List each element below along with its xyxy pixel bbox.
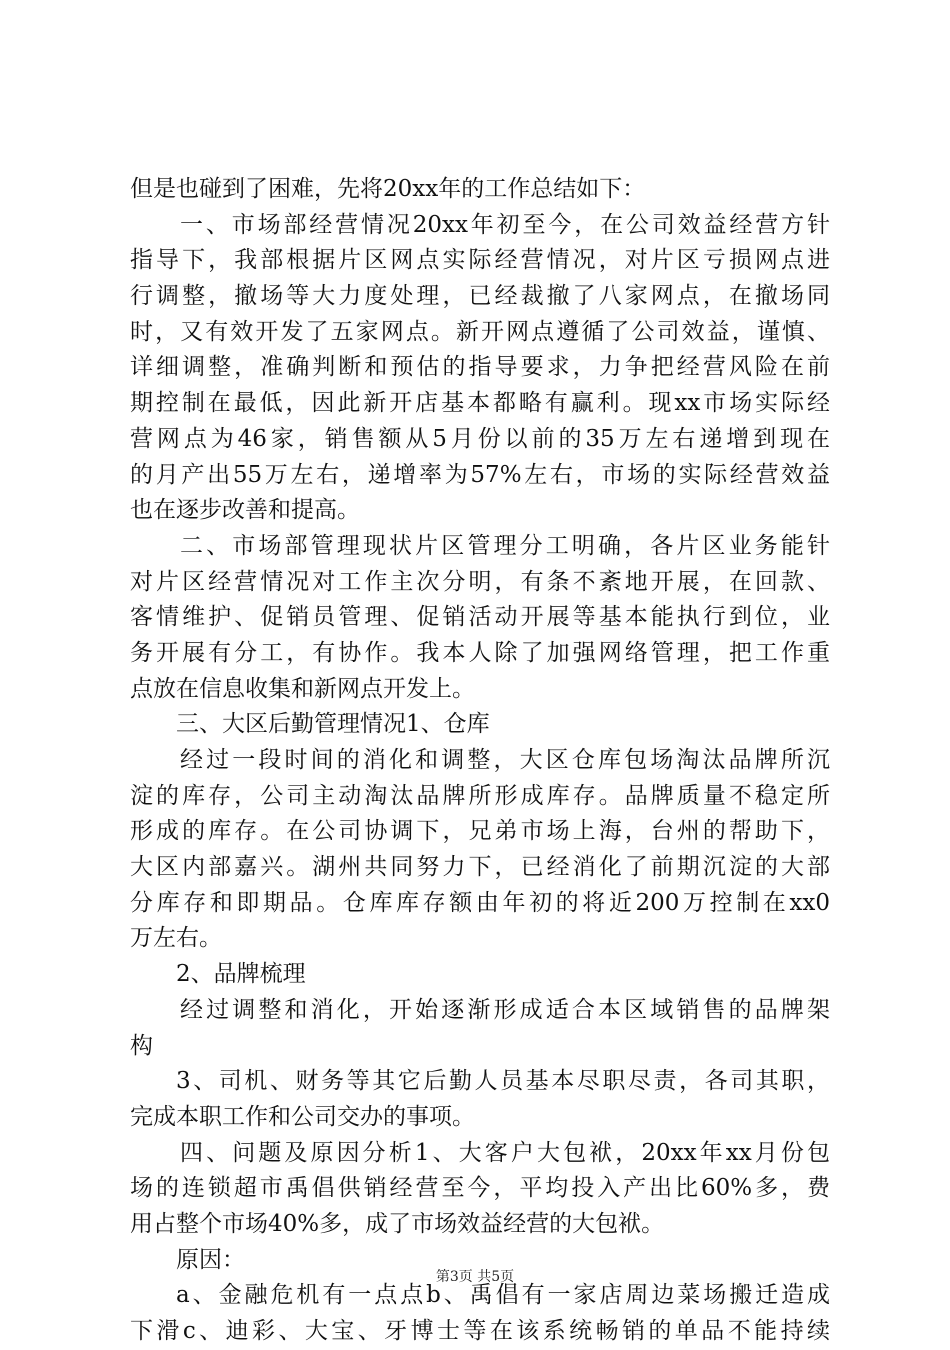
text-line: 3、司机、财务等其它后勤人员基本尽职尽责，各司其职， [176, 1068, 830, 1095]
text-line: 详细调整，准确判断和预估的指导要求，力争把经营风险在前 [130, 354, 830, 381]
text-line: 行调整，撤场等大力度处理，已经裁撤了八家网点，在撤场同 [130, 283, 830, 310]
text-line: 对片区经营情况对工作主次分明，有条不紊地开展，在回款、 [130, 568, 830, 595]
text-line: 三、大区后勤管理情况1、仓库 [176, 711, 490, 738]
text-line: 2、品牌梳理 [176, 961, 306, 988]
text-line: 形成的库存。在公司协调下，兄弟市场上海，台州的帮助下， [130, 818, 830, 845]
text-line: 但是也碰到了困难，先将20xx年的工作总结如下： [130, 176, 646, 202]
text-line: 也在逐步改善和提高。 [130, 497, 360, 524]
text-line: 下滑c、迪彩、大宝、牙博士等在该系统畅销的单品不能持续 [130, 1318, 830, 1344]
text-line: 时，又有效开发了五家网点。新开网点遵循了公司效益，谨慎、 [130, 318, 830, 345]
text-line: 四、问题及原因分析1、大客户大包袱，20xx年xx月份包 [180, 1139, 830, 1166]
body-text [130, 172, 830, 1350]
text-line: 万左右。 [130, 925, 222, 952]
text-line: 务开展有分工，有协作。我本人除了加强网络管理，把工作重 [130, 639, 830, 666]
text-line: 完成本职工作和公司交办的事项。 [130, 1103, 475, 1130]
text-line: 构 [130, 1032, 153, 1059]
text-line: 经过一段时间的消化和调整，大区仓库包场淘汰品牌所沉 [180, 747, 830, 773]
text-line: 指导下，我部根据片区网点实际经营情况，对片区亏损网点进 [130, 247, 830, 274]
text-line: 二、市场部管理现状片区管理分工明确，各片区业务能针 [180, 532, 830, 559]
text-line: 分库存和即期品。仓库库存额由年初的将近200万控制在xx0 [130, 889, 830, 916]
text-line: 场的连锁超市禹倡供销经营至今，平均投入产出比60%多，费 [130, 1175, 830, 1202]
text-line: a、金融危机有一点点b、禹倡有一家店周边菜场搬迁造成 [176, 1282, 830, 1309]
text-line: 期控制在最低，因此新开店基本都略有赢利。现xx市场实际经 [130, 390, 830, 417]
text-line: 的月产出55万左右，递增率为57%左右，市场的实际经营效益 [130, 461, 830, 488]
text-line: 一、市场部经营情况20xx年初至今，在公司效益经营方针 [180, 211, 830, 238]
text-line: 营网点为46家，销售额从5月份以前的35万左右递增到现在 [130, 425, 830, 452]
page-number-footer: 第3页 共5页 [435, 1269, 515, 1285]
text-line: 客情维护、促销员管理、促销活动开展等基本能执行到位，业 [130, 604, 830, 631]
text-line: 大区内部嘉兴。湖州共同努力下，已经消化了前期沉淀的大部 [130, 854, 830, 881]
text-line: 经过调整和消化，开始逐渐形成适合本区域销售的品牌架 [180, 996, 830, 1023]
text-line: 原因： [176, 1246, 245, 1273]
text-line: 淀的库存，公司主动淘汰品牌所形成库存。品牌质量不稳定所 [130, 782, 830, 809]
text-line: 用占整个市场40%多，成了市场效益经营的大包袱。 [130, 1210, 665, 1237]
text-line: 点放在信息收集和新网点开发上。 [130, 675, 475, 702]
